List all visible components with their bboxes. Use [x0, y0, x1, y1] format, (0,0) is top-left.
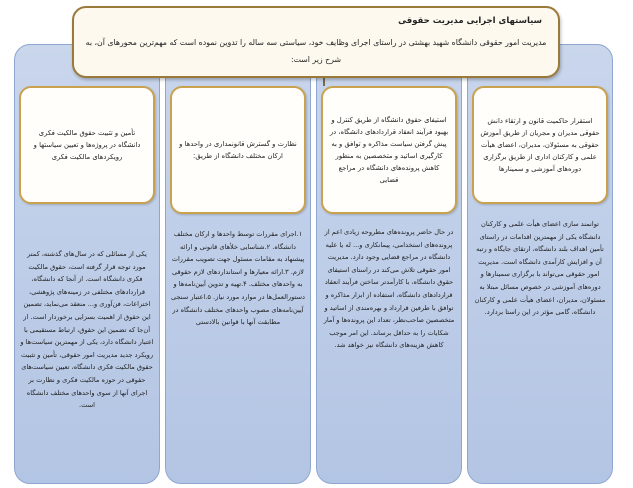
card-legal-training [472, 86, 608, 204]
text-legal-training: توانمند سازی اعضای هیأت علمی و کارکنان دانشگاه یکی از مهمترین اقدامات در راستای تأمین اهداف بلند دانشگاه، ارتقای جایگاه و رتبه آن و افزایش کارآمدی دانشگاه است. مدیریت امور حقوقی می‌تواند با برگزاری سمینارها و دوره‌های آموزشی در خصوص مسائل مبتلا به مسئولان، مدیران، اعضای هیأت علمی و کارکنان دانشگاه، گامی مؤثر در این راستا بردارد. [474, 220, 606, 317]
header-title: سیاستهای اجرایی مدیریت حقوقی [398, 16, 542, 26]
card-rights-recovery [321, 86, 457, 214]
card-rights-recovery-text: استیفای حقوق دانشگاه از طریق کنترل و بهبود فرآیند انعقاد قراردادهای دانشگاه، در پیش گرفتن سیاست مذاکره و توافق و به کارگیری اساتید و متخصصین به منظور کاهش پرونده‌های دانشگاه در مراجع قضایی [329, 116, 449, 184]
header-intro: مدیریت امور حقوقی دانشگاه شهید بهشتی در راستای اجرای وظایف خود، سیاستی سه ساله را تدوین نموده است که مهم‌ترین محورهای آن، به شرح زیر است: [85, 38, 547, 64]
text-rights-recovery: در حال حاضر پرونده‌های مطروحه زیادی اعم از پرونده‌های استخدامی، پیمانکاری و... له یا علیه دانشگاه در مراجع قضایی وجود دارد. مدیریت امور حقوقی تلاش می‌کند در راستای استیفای حقوق دانشگاه، با کارآمدتر ساختن فرآیند انعقاد قراردادهای دانشگاه، استفاده از ابزار مذاکره و توافق با طرفین قرارداد و بهره‌مندی از اساتید و متخصصین صاحب‌نظر، تعداد این پرونده‌ها و آمار شکایات را به حداقل برساند. این امر موجب کاهش هزینه‌های دانشگاه نیز خواهد شد. [323, 228, 455, 350]
card-rule-of-law-text: نظارت و گسترش قانونمداری در واحدها و ارکان مختلف دانشگاه از طریق: [179, 140, 297, 160]
card-ip-rights-text: تأمین و تثبیت حقوق مالکیت فکری دانشگاه در پروژه‌ها و تعیین سیاستها و رویکردهای مالکیت فکری [33, 129, 141, 161]
card-legal-training-text: استقرار حاکمیت قانون و ارتقاء دانش حقوقی مدیران و مجریان از طریق آموزش حقوقی به مسئولان، مدیران، اعضای هیأت علمی و کارکنان اداری از طریق برگزاری دوره‌های آموزشی و سمینارها [480, 117, 600, 173]
card-rule-of-law-supervision [170, 86, 306, 214]
text-ip-rights: یکی از مسائلی که در سال‌های گذشته، کمتر مورد توجه قرار گرفته است، حقوق مالکیت فکری دانشگاه است. از آنجا که دانشگاه، قراردادهای مختلفی در زمینه‌های پژوهشی، اختراعات، فن‌آوری و... منعقد می‌نماید، تضمین این حقوق از اهمیت بسزایی برخوردار است. از آن‌جا که تضمین این حقوق، ارتباط مستقیمی با اعتبار دانشگاه دارد، یکی از مهمترین سیاست‌ها و رویکرد جدید مدیریت امور حقوقی، تأمین و تثبیت حقوق مالکیت فکری دانشگاه، تعیین سیاست‌های حقوقی در حوزه مالکیت فکری و نظارت بر اجرای آنها از سوی واحدهای مختلف دانشگاه است. [20, 250, 154, 410]
card-ip-rights [19, 86, 155, 204]
text-rule-of-law-supervision: ۱.اجرای مقررات توسط واحدها و ارکان مختلف دانشگاه. ۲.شناسایی خلأهای قانونی و ارائه پیشنهاد به مقامات مسئول جهت تصویب مقررات لازم. ۳.ارائه معیارها و استانداردهای لازم حقوقی به واحدهای مختلف. ۴.تهیه و تدوین آیین‌نامه‌ها و دستورالعمل‌ها در موارد مورد نیاز. ۵.اعتبار سنجی آیین‌نامه‌های مصوب واحدهای مختلف دانشگاه در مطابقت آنها با قوانین بالادستی [171, 230, 305, 327]
header-box [72, 6, 560, 78]
